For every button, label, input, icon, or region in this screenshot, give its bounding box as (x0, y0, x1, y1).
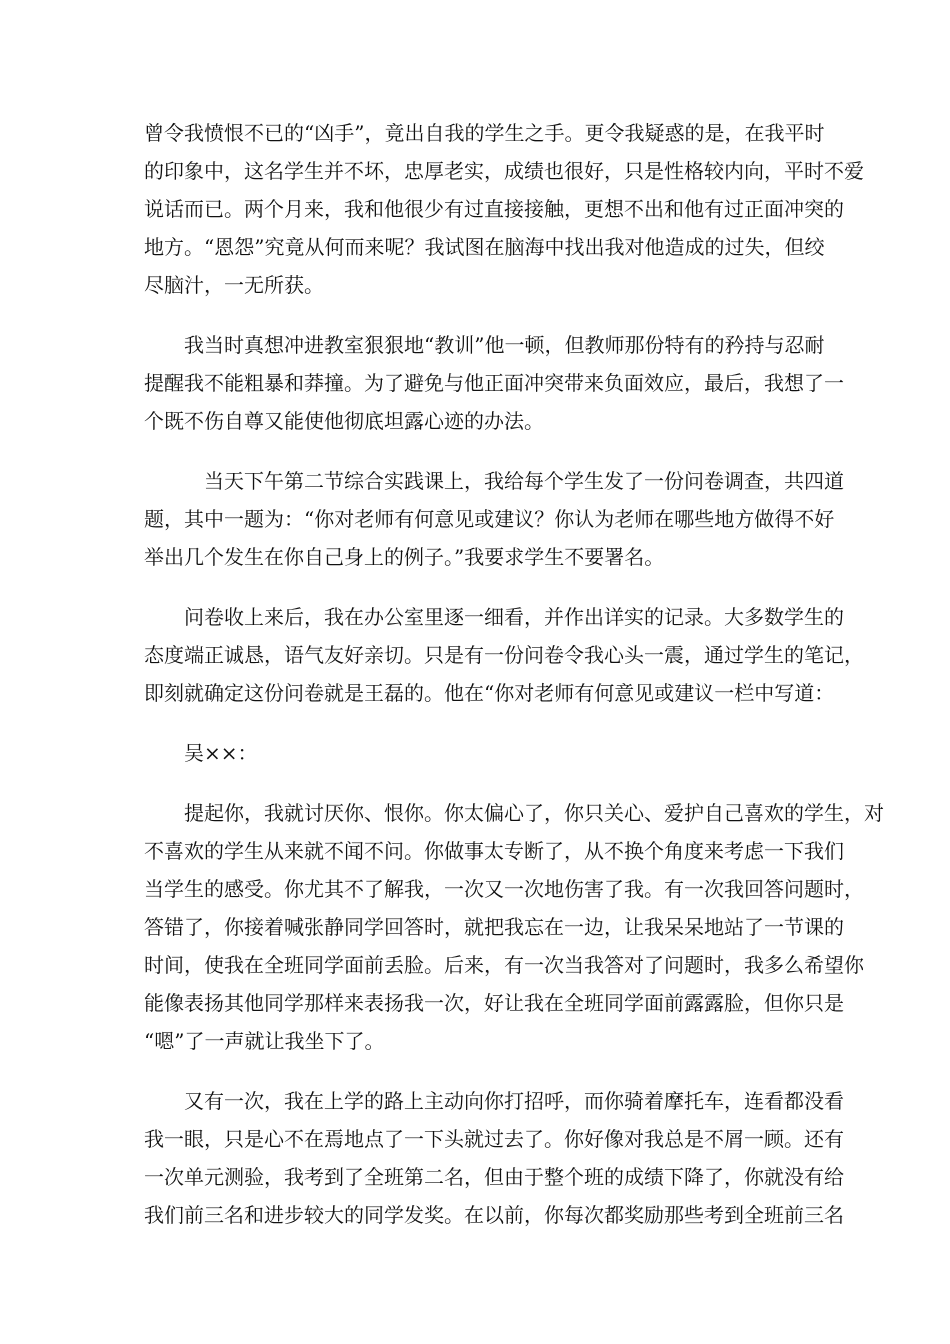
text-line: 我一眼，只是心不在焉地点了一下头就过去了。你好像对我总是不屑一顾。还有 (144, 1127, 844, 1151)
text-line: 态度端正诚恳，语气友好亲切。只是有一份问卷令我心头一震，通过学生的笔记， (144, 643, 864, 667)
text-line: 地方。“恩怨”究竟从何而来呢？我试图在脑海中找出我对他造成的过失，但绞 (144, 235, 825, 259)
paragraph (144, 1082, 844, 1234)
text-line: 不喜欢的学生从来就不闻不问。你做事太专断了，从不换个角度来考虑一下我们 (144, 839, 844, 863)
text-line: 举出几个发生在你自己身上的例子。”我要求学生不要署名。 (144, 545, 665, 569)
text-line: 提起你，我就讨厌你、恨你。你太偏心了，你只关心、爱护自己喜欢的学生，对 (184, 801, 884, 825)
paragraph (144, 462, 844, 576)
text-line: 曾令我愤恨不已的“凶手”，竟出自我的学生之手。更令我疑惑的是，在我平时 (144, 121, 825, 145)
text-line: 尽脑汁，一无所获。 (144, 273, 324, 297)
text-line: 我当时真想冲进教室狠狠地“教训”他一顿，但教师那份特有的矜持与忍耐 (184, 333, 825, 357)
text-line: 答错了，你接着喊张静同学回答时，就把我忘在一边，让我呆呆地站了一节课的 (144, 915, 844, 939)
text-line: 即刻就确定这份问卷就是王磊的。他在“你对老师有何意见或建议一栏中写道： (144, 681, 835, 705)
text-line: 提醒我不能粗暴和莽撞。为了避免与他正面冲突带来负面效应，最后，我想了一 (144, 371, 844, 395)
paragraph (144, 598, 864, 712)
text-line: 问卷收上来后，我在办公室里逐一细看，并作出详实的记录。大多数学生的 (184, 605, 844, 629)
text-line: 时间，使我在全班同学面前丢脸。后来，有一次当我答对了问题时，我多么希望你 (144, 953, 864, 977)
text-line: 吴××： (184, 741, 258, 765)
text-line: 能像表扬其他同学那样来表扬我一次，好让我在全班同学面前露露脸，但你只是 (144, 991, 844, 1015)
text-line: 说话而已。两个月来，我和他很少有过直接接触，更想不出和他有过正面冲突的 (144, 197, 844, 221)
text-line: 我们前三名和进步较大的同学发奖。在以前，你每次都奖励那些考到全班前三名 (144, 1203, 844, 1227)
text-line: 当学生的感受。你尤其不了解我，一次又一次地伤害了我。有一次我回答问题时， (144, 877, 864, 901)
paragraph (144, 794, 884, 1060)
letter-salutation (144, 734, 812, 772)
text-line: 个既不伤自尊又能使他彻底坦露心迹的办法。 (144, 409, 544, 433)
paragraph (144, 326, 844, 440)
text-line: “嗯”了一声就让我坐下了。 (144, 1029, 385, 1053)
document-body (144, 114, 884, 1256)
text-line: 题，其中一题为：“你对老师有何意见或建议？你认为老师在哪些地方做得不好 (144, 507, 835, 531)
text-line: 的印象中，这名学生并不坏，忠厚老实，成绩也很好，只是性格较内向，平时不爱 (144, 159, 864, 183)
text-line: 又有一次，我在上学的路上主动向你打招呼，而你骑着摩托车，连看都没看 (184, 1089, 844, 1113)
text-line: 当天下午第二节综合实践课上，我给每个学生发了一份问卷调查，共四道 (204, 469, 844, 493)
text-line: 一次单元测验，我考到了全班第二名，但由于整个班的成绩下降了，你就没有给 (144, 1165, 844, 1189)
paragraph (144, 114, 864, 304)
